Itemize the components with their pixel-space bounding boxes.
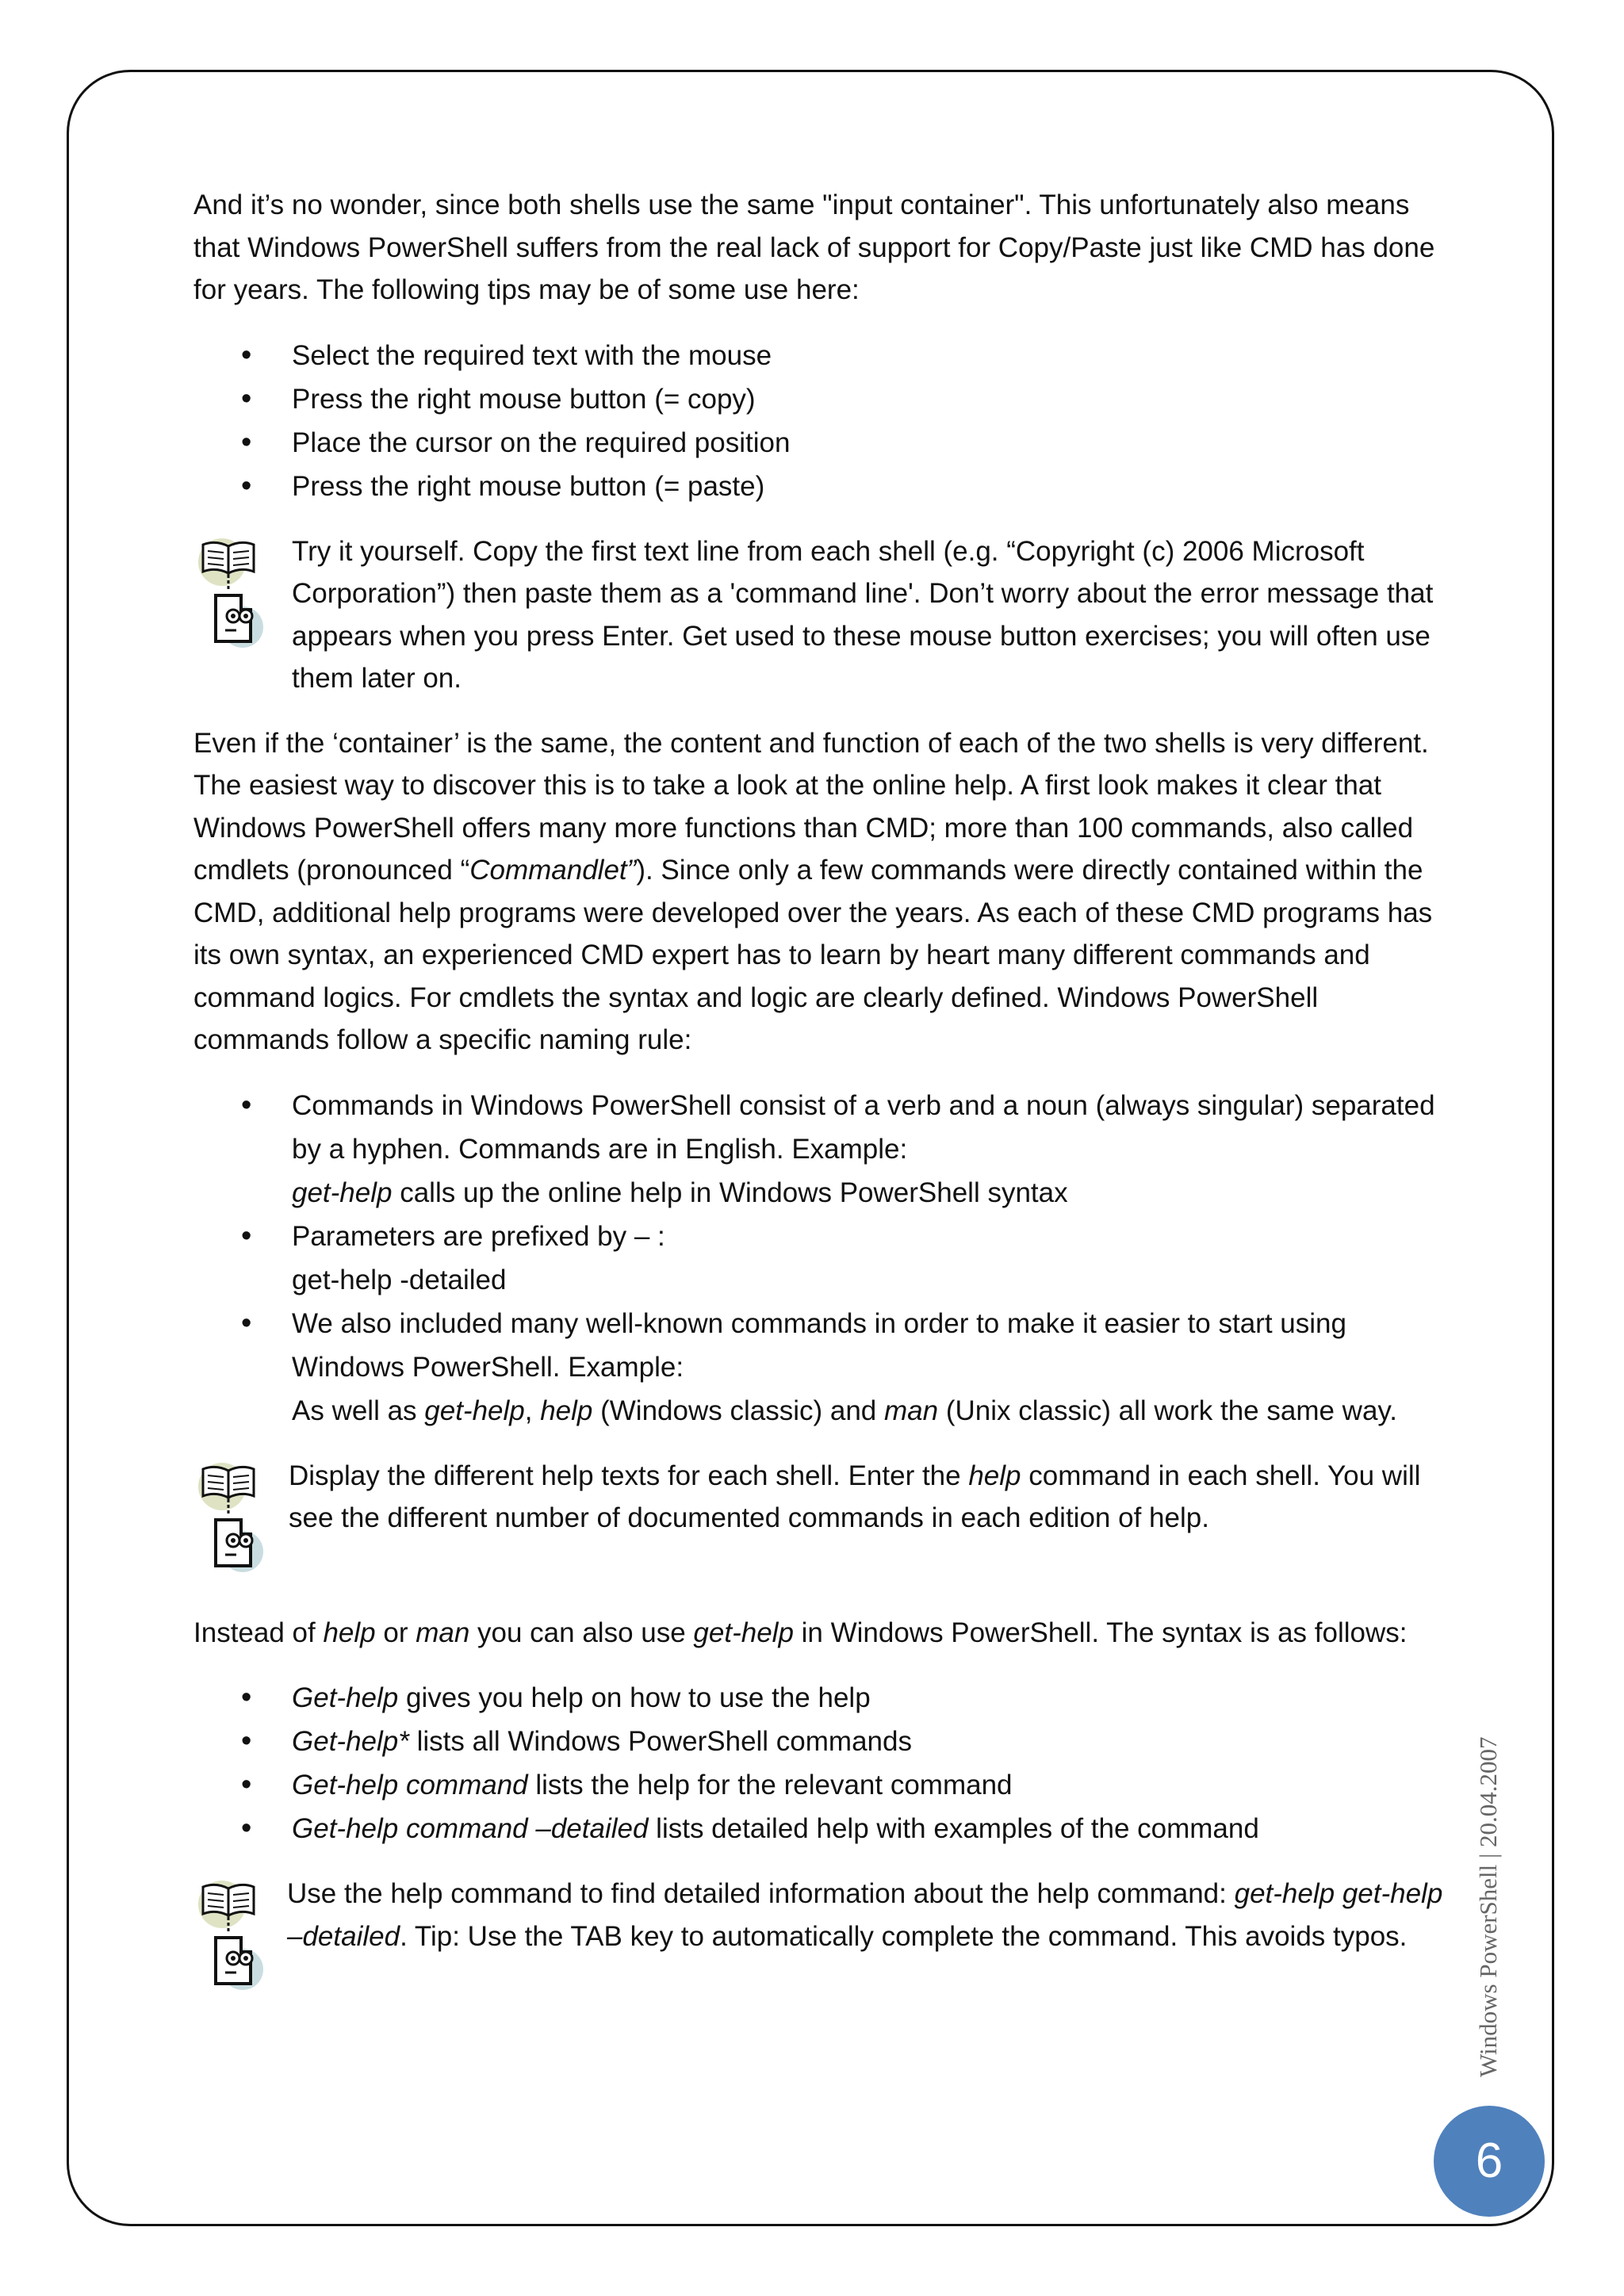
try-it-note-3 xyxy=(193,1873,1446,1999)
note-text: Try it yourself. Copy the first text line from each shell (e.g. “Copyright (c) 2006 Microsoft Corporation”) then paste them as a 'command line'. Don’t worry about the error message that appears when you press Enter. Get used to these mouse button exercises; you will often use them later on. xyxy=(292,535,1434,694)
parameter-example: get-help -detailed xyxy=(292,1264,507,1295)
list-item: • Select the required text with the mouse xyxy=(193,334,1446,377)
paragraph-get-help: Instead of help or man you can also use get-help in Windows PowerShell. The syntax is as follows: xyxy=(193,1617,1408,1648)
page-number-badge: 6 xyxy=(1434,2106,1545,2217)
note-text: Display the different help texts for each shell. Enter the help command in each shell. You will see the different number of documented commands in each edition of help. xyxy=(289,1460,1421,1533)
paragraph-intro: And it’s no wonder, since both shells use the same "input container". This unfortunately also means that Windows PowerShell suffers from the real lack of support for Copy/Paste just like CMD has done for years. The following tips may be of some use here: xyxy=(193,189,1435,305)
exercise-book-icon xyxy=(198,534,268,652)
list-item: • Press the right mouse button (= copy) xyxy=(193,377,1446,421)
list-item: • Get-help command lists the help for the relevant command xyxy=(193,1763,1446,1807)
exercise-book-icon xyxy=(198,1458,268,1577)
paragraph-cmdlets: Even if the ‘container’ is the same, the content and function of each of the two shells is very different. The easiest way to discover this is to take a look at the online help. A first look makes it clear that Windows PowerShell offers many more functions than CMD; more than 100 commands, also called cmdlets (pronounced “Commandlet”). Since only a few commands were directly contained within the CMD, additional help programs were developed over the years. As each of these CMD programs has its own syntax, an experienced CMD expert has to learn by heart many different commands and command logics. For cmdlets the syntax and logic are clearly defined. Windows PowerShell commands follow a specific naming rule: xyxy=(193,727,1433,1055)
list-item: • Commands in Windows PowerShell consist of a verb and a noun (always singular) separated by a hyphen. Commands are in English. Example: get-help calls up the online help in Windows PowerShell syntax xyxy=(193,1084,1446,1215)
try-it-note-2 xyxy=(193,1455,1446,1590)
exercise-book-icon xyxy=(198,1876,268,1995)
try-it-note-1 xyxy=(193,530,1446,700)
list-item: • Get-help command –detailed lists detailed help with examples of the command xyxy=(193,1807,1446,1850)
list-item: • Parameters are prefixed by – : get-help -detailed xyxy=(193,1215,1446,1302)
note-text: Use the help command to find detailed information about the help command: get-help get-help –detailed. Tip: Use the TAB key to automatically complete the command. This avoids typos. xyxy=(287,1878,1443,1952)
list-item: • Get-help gives you help on how to use the help xyxy=(193,1676,1446,1720)
page-content xyxy=(193,184,1446,2022)
list-item: • Press the right mouse button (= paste) xyxy=(193,465,1446,508)
get-help-syntax-list xyxy=(193,1676,1446,1850)
list-item: • Place the cursor on the required position xyxy=(193,421,1446,465)
list-item: • We also included many well-known commands in order to make it easier to start using Windows PowerShell. Example: As well as get-help, help (Windows classic) and man (Unix classic) all work the same way. xyxy=(193,1302,1446,1433)
copy-paste-tips-list xyxy=(193,334,1446,508)
naming-rules-list xyxy=(193,1084,1446,1433)
list-item: • Get-help* lists all Windows PowerShell commands xyxy=(193,1720,1446,1763)
sidebar-footer-label: Windows PowerShell | 20.04.2007 xyxy=(1474,1736,1502,2077)
